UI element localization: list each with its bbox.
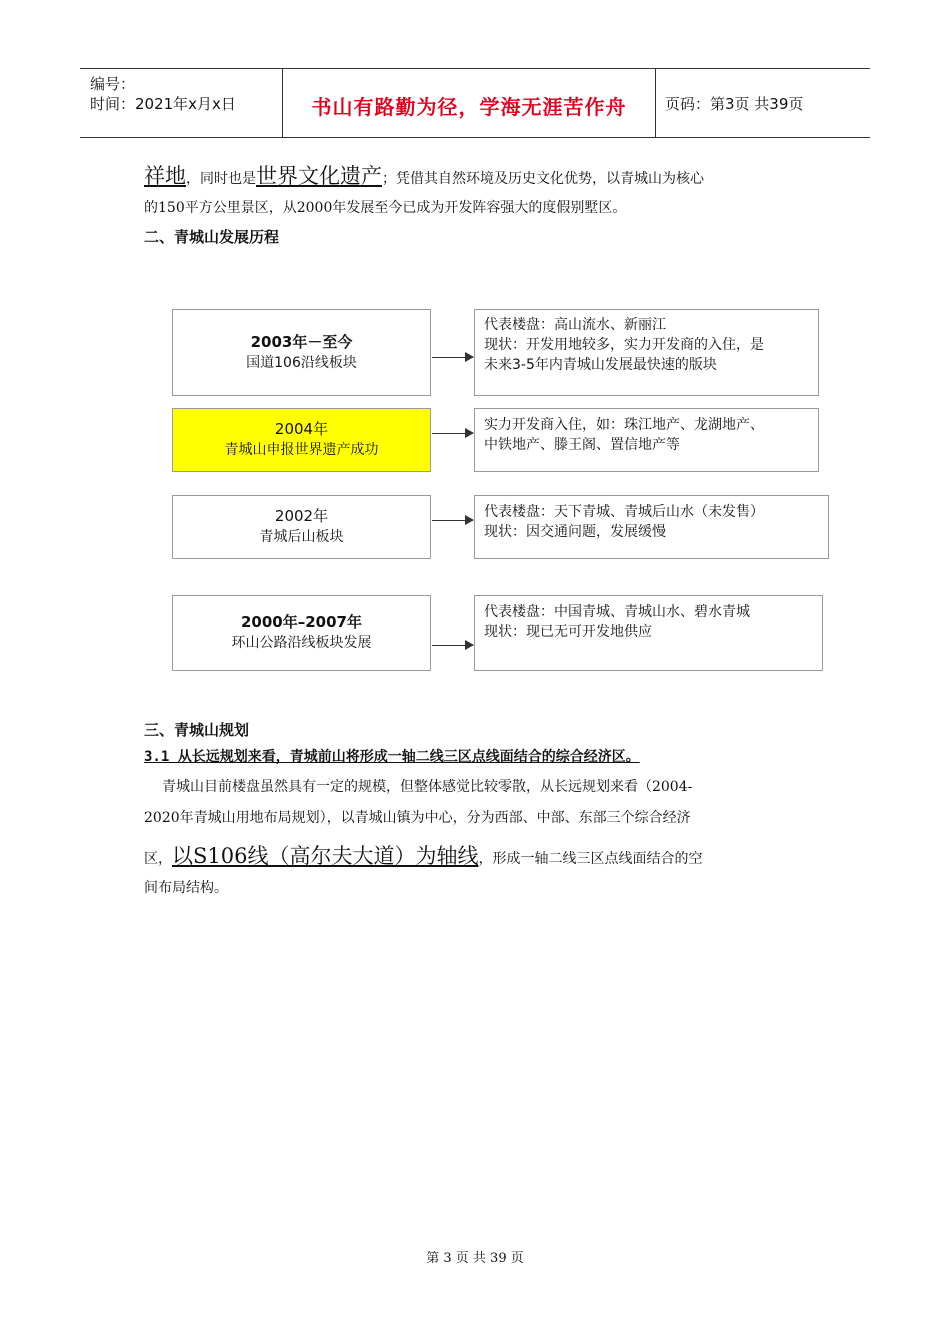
plan-line-3 (144, 840, 702, 870)
detail-line: 现状：现已无可开发地供应 (484, 624, 652, 640)
timeline-detail-box (474, 495, 829, 559)
detail-line: 代表楼盘：高山流水、新丽江 (484, 317, 666, 333)
header-motto-cell (282, 69, 656, 137)
period-year: 2000年–2007年 (241, 613, 362, 631)
intro-emph-1: 祥地 (144, 164, 186, 188)
arrow-icon (432, 645, 473, 646)
timeline-period-box-highlight (172, 408, 431, 472)
section-3-1-heading: 3.1 从长远规划来看，青城前山将形成一轴二线三区点线面结合的综合经济区。 (144, 749, 640, 765)
detail-line: 现状：因交通问题，发展缓慢 (484, 524, 666, 540)
arrow-icon (432, 433, 473, 434)
period-year: 2003年－至今 (250, 332, 353, 351)
plan-line-2: 2020年青城山用地布局规划），以青城山镇为中心，分为西部、中部、东部三个综合经济 (144, 810, 691, 826)
plan-text: 区， (144, 851, 172, 867)
arrow-icon (432, 520, 473, 521)
header-meta (80, 69, 282, 137)
date-label: 时间：2021年x月x日 (90, 95, 236, 113)
intro-emph-2: 世界文化遗产 (256, 164, 382, 188)
period-year: 2002年 (274, 507, 329, 525)
detail-line: 现状：开发用地较多，实力开发商的入住，是 (484, 337, 764, 353)
detail-line: 中铁地产、滕王阁、置信地产等 (484, 437, 680, 453)
timeline-period-box (172, 495, 431, 559)
plan-line-4: 间布局结构。 (144, 880, 228, 896)
header-page-cell (655, 69, 870, 137)
period-title: 青城后山板块 (259, 529, 344, 545)
timeline-period-box (172, 595, 431, 671)
motto: 书山有路勤为径，学海无涯苦作舟 (311, 95, 627, 119)
page-info: 页码：第3页 共39页 (665, 95, 804, 113)
page-header (80, 68, 870, 138)
plan-emph: 以S106线（高尔夫大道）为轴线 (172, 844, 479, 868)
page-footer: 第 3 页 共 39 页 (426, 1251, 524, 1266)
timeline-detail-box (474, 595, 823, 671)
section-2-heading: 二、青城山发展历程 (144, 228, 280, 246)
period-title: 青城山申报世界遗产成功 (224, 442, 379, 458)
arrow-icon (432, 357, 473, 358)
detail-line: 实力开发商入住，如：珠江地产、龙湖地产、 (484, 417, 764, 433)
intro-text-1: ，同时也是 (186, 171, 256, 187)
detail-line: 代表楼盘：天下青城、青城后山水（未发售） (484, 504, 764, 520)
period-title: 环山公路沿线板块发展 (231, 635, 372, 651)
number-label: 编号： (90, 75, 136, 93)
intro-text-2: ；凭借其自然环境及历史文化优势，以青城山为核心 (382, 171, 704, 187)
plan-text: ，形成一轴二线三区点线面结合的空 (478, 851, 703, 867)
timeline-detail-box (474, 408, 819, 472)
section-3-heading: 三、青城山规划 (144, 721, 250, 739)
plan-line-1: 青城山目前楼盘虽然具有一定的规模，但整体感觉比较零散，从长远规划来看（2004- (162, 779, 693, 795)
period-title: 国道106沿线板块 (246, 354, 357, 371)
detail-line: 代表楼盘：中国青城、青城山水、碧水青城 (484, 604, 750, 620)
detail-line: 未来3-5年内青城山发展最快速的版块 (484, 357, 717, 373)
intro-line-1 (144, 160, 704, 190)
period-year: 2004年 (274, 420, 329, 438)
intro-line-2: 的150平方公里景区，从2000年发展至今已成为开发阵容强大的度假别墅区。 (144, 200, 627, 216)
timeline-detail-box (474, 309, 819, 396)
timeline-period-box (172, 309, 431, 396)
